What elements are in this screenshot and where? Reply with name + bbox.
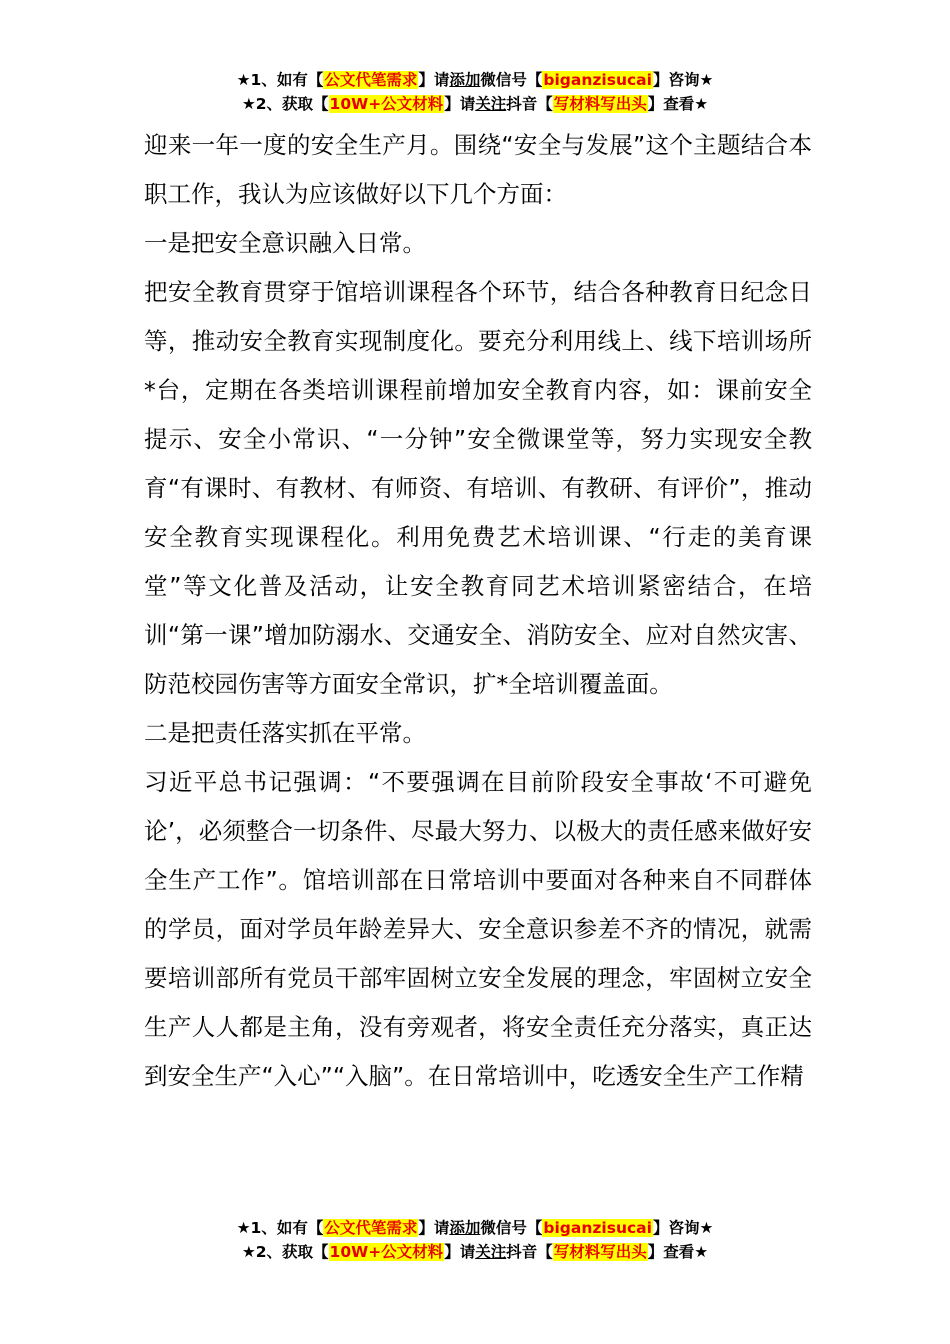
banner-emphasis: 关注: [475, 95, 507, 113]
banner-text: 】咨询★: [652, 71, 714, 89]
footer-banner-line-2: [0, 1240, 950, 1264]
document-body: [144, 121, 812, 1101]
banner-text: 】请: [418, 1219, 450, 1237]
banner-text: 】请: [418, 71, 450, 89]
header-banner-line-2: [0, 92, 950, 116]
footer-banner: [0, 1216, 950, 1264]
banner-emphasis: 添加: [449, 71, 481, 89]
banner-text: 】请: [444, 95, 476, 113]
banner-highlight: 10W+公文材料: [329, 1243, 444, 1261]
header-banner: [0, 68, 950, 116]
banner-text: ★2、获取【: [241, 1243, 329, 1261]
body-paragraph: 习近平总书记强调：“不要强调在目前阶段安全事故‘不可避免论’，必须整合一切条件、尽最大努力、以极大的责任感来做好安全生产工作”。馆培训部在日常培训中要面对各种来自不同群体的学员，面对学员年龄差异大、安全意识参差不齐的情况，就需要培训部所有党员干部牢固树立安全发展的理念，牢固树立安全生产人人都是主角，没有旁观者，将安全责任充分落实，真正达到安全生产“入心”“入脑”。在日常培训中，吃透安全生产工作精: [144, 768, 812, 1090]
banner-text: ★2、获取【: [241, 95, 329, 113]
banner-text: 抖音【: [506, 1243, 553, 1261]
banner-highlight: 公文代笔需求: [324, 1219, 418, 1237]
banner-highlight: 写材料写出头: [553, 95, 647, 113]
banner-highlight: 公文代笔需求: [324, 71, 418, 89]
banner-text: 】查看★: [647, 95, 709, 113]
footer-banner-line-1: [0, 1216, 950, 1240]
body-paragraph: 把安全教育贯穿于馆培训课程各个环节，结合各种教育日纪念日等，推动安全教育实现制度化。要充分利用线上、线下培训场所*台，定期在各类培训课程前增加安全教育内容，如：课前安全提示、安全小常识、“一分钟”安全微课堂等，努力实现安全教育“有课时、有教材、有师资、有培训、有教研、有评价”，推动安全教育实现课程化。利用免费艺术培训课、“行走的美育课堂”等文化普及活动，让安全教育同艺术培训紧密结合，在培训“第一课”增加防溺水、交通安全、消防安全、应对自然灾害、防范校园伤害等方面安全常识，扩*全培训覆盖面。: [144, 278, 812, 698]
section-heading: 一是把安全意识融入日常。: [144, 229, 426, 257]
header-banner-line-1: [0, 68, 950, 92]
banner-text: ★1、如有【: [236, 1219, 324, 1237]
body-paragraph: 迎来一年一度的安全生产月。围绕“安全与发展”这个主题结合本职工作，我认为应该做好以下几个方面：: [144, 131, 812, 208]
banner-text: 微信号【: [480, 71, 543, 89]
banner-highlight: 10W+公文材料: [329, 95, 444, 113]
banner-highlight: 写材料写出头: [553, 1243, 647, 1261]
banner-text: 】咨询★: [652, 1219, 714, 1237]
banner-highlight: biganzisucai: [543, 71, 652, 89]
banner-text: 】请: [444, 1243, 476, 1261]
banner-text: 抖音【: [506, 95, 553, 113]
banner-highlight: biganzisucai: [543, 1219, 652, 1237]
banner-text: 微信号【: [480, 1219, 543, 1237]
banner-text: ★1、如有【: [236, 71, 324, 89]
section-heading: 二是把责任落实抓在平常。: [144, 719, 426, 747]
banner-emphasis: 关注: [475, 1243, 507, 1261]
banner-text: 】查看★: [647, 1243, 709, 1261]
banner-emphasis: 添加: [449, 1219, 481, 1237]
